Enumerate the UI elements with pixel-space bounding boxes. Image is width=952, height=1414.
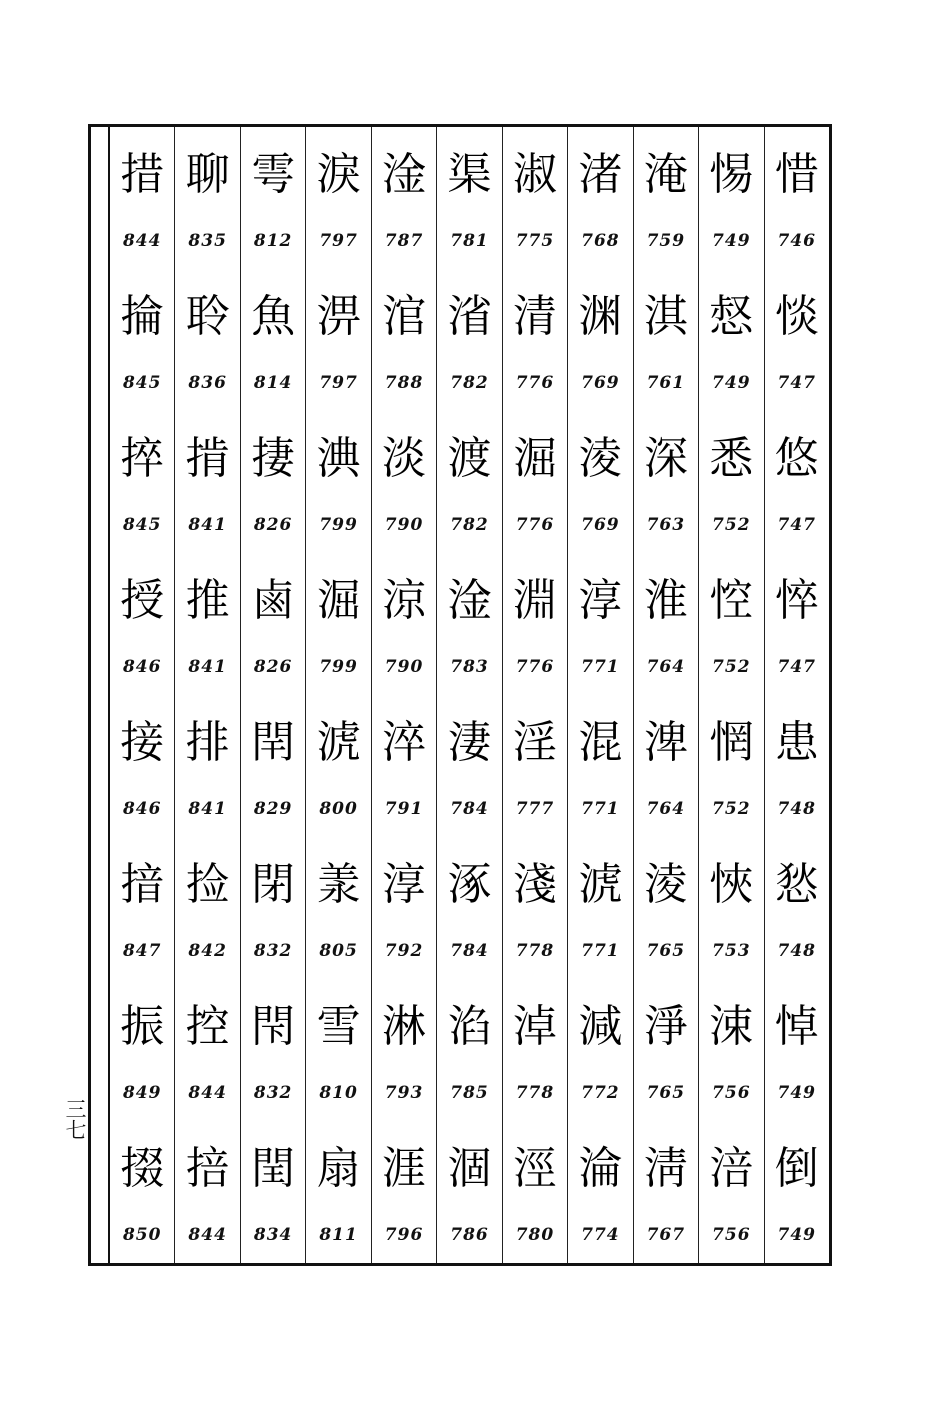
entry-number: 771: [581, 657, 620, 677]
entry-cell: [765, 269, 829, 411]
entry-cell: [175, 979, 239, 1121]
entry-character: 患: [774, 717, 819, 768]
entry-character: 渊: [578, 291, 623, 342]
entry-cell: [110, 1121, 174, 1263]
entry-number: 771: [581, 799, 620, 819]
entry-character: 淨: [643, 1001, 688, 1052]
entry-number: 850: [122, 1225, 162, 1245]
entry-number: 778: [515, 941, 555, 961]
entry-character: 減: [578, 1001, 623, 1052]
entry-cell: [241, 695, 305, 837]
entry-number: 841: [188, 799, 227, 819]
entry-number: 769: [581, 373, 620, 393]
entry-number: 841: [188, 515, 227, 535]
entry-character: 淫: [512, 717, 557, 768]
entry-character: 淦: [382, 149, 427, 200]
entry-number: 768: [581, 231, 620, 251]
entry-number: 775: [515, 231, 555, 251]
entry-character: 淦: [447, 575, 492, 626]
entry-character: 振: [120, 1001, 165, 1052]
character-column: [305, 127, 370, 1263]
character-column: [240, 127, 305, 1263]
entry-number: 748: [777, 799, 816, 819]
entry-number: 787: [384, 231, 424, 251]
entry-character: 掯: [185, 433, 230, 484]
entry-cell: [568, 127, 632, 269]
character-column: [436, 127, 501, 1263]
entry-character: 淟: [316, 433, 361, 484]
entry-character: 雩: [251, 149, 296, 200]
entry-cell: [699, 553, 763, 695]
entry-cell: [372, 837, 436, 979]
entry-number: 790: [384, 515, 424, 535]
entry-character: 聆: [185, 291, 230, 342]
character-column: [502, 127, 567, 1263]
entry-cell: [175, 695, 239, 837]
character-column: [371, 127, 436, 1263]
entry-character: 淡: [382, 433, 427, 484]
entry-number: 777: [515, 799, 555, 819]
entry-number: 752: [712, 799, 751, 819]
entry-character: 淵: [512, 575, 557, 626]
entry-number: 776: [515, 657, 555, 677]
entry-number: 753: [712, 941, 751, 961]
entry-cell: [175, 269, 239, 411]
entry-cell: [568, 837, 632, 979]
entry-cell: [568, 411, 632, 553]
entry-character: 淺: [512, 859, 557, 910]
entry-cell: [634, 411, 698, 553]
page-number: 三七: [63, 1098, 87, 1140]
entry-cell: [634, 269, 698, 411]
entry-character: 淠: [316, 291, 361, 342]
entry-cell: [503, 127, 567, 269]
entry-character: 閏: [251, 1143, 296, 1194]
entry-character: 清: [512, 291, 557, 342]
entry-character: 惔: [774, 291, 819, 342]
entry-character: 惘: [709, 717, 754, 768]
entry-cell: [372, 553, 436, 695]
entry-cell: [241, 979, 305, 1121]
character-column: [633, 127, 698, 1263]
entry-cell: [503, 979, 567, 1121]
entry-cell: [241, 1121, 305, 1263]
entry-number: 796: [384, 1225, 424, 1245]
entry-number: 844: [188, 1083, 227, 1103]
entry-cell: [503, 837, 567, 979]
entry-number: 784: [450, 941, 489, 961]
entry-number: 811: [319, 1225, 358, 1245]
entry-cell: [372, 1121, 436, 1263]
entry-cell: [503, 411, 567, 553]
entry-character: 淪: [578, 1143, 623, 1194]
entry-cell: [110, 127, 174, 269]
entry-cell: [241, 411, 305, 553]
entry-cell: [634, 695, 698, 837]
entry-cell: [241, 269, 305, 411]
entry-number: 841: [188, 657, 227, 677]
entry-cell: [437, 837, 501, 979]
entry-number: 829: [253, 799, 293, 819]
entry-cell: [306, 1121, 370, 1263]
entry-cell: [765, 127, 829, 269]
entry-number: 782: [450, 515, 489, 535]
entry-cell: [699, 979, 763, 1121]
entry-character: 授: [120, 575, 165, 626]
entry-character: 悉: [709, 433, 754, 484]
entry-character: 涯: [382, 1143, 427, 1194]
entry-number: 748: [777, 941, 816, 961]
entry-character: 惕: [709, 149, 754, 200]
entry-number: 812: [253, 231, 293, 251]
entry-cell: [634, 553, 698, 695]
entry-character: 涫: [382, 291, 427, 342]
entry-character: 悏: [709, 859, 754, 910]
entry-cell: [699, 411, 763, 553]
entry-cell: [306, 979, 370, 1121]
entry-cell: [568, 695, 632, 837]
entry-number: 784: [450, 799, 489, 819]
entry-character: 涼: [382, 575, 427, 626]
entry-cell: [437, 553, 501, 695]
entry-cell: [634, 1121, 698, 1263]
character-column: [698, 127, 763, 1263]
entry-character: 閇: [251, 1001, 296, 1052]
entry-character: 淋: [382, 1001, 427, 1052]
entry-character: 扇: [316, 1143, 361, 1194]
entry-character: 推: [185, 575, 230, 626]
entry-character: 淈: [512, 433, 557, 484]
entry-character: 接: [120, 717, 165, 768]
entry-number: 797: [319, 231, 358, 251]
entry-cell: [437, 1121, 501, 1263]
entry-cell: [437, 695, 501, 837]
entry-cell: [241, 127, 305, 269]
entry-number: 746: [777, 231, 816, 251]
entry-character: 捡: [185, 859, 230, 910]
entry-character: 淳: [578, 575, 623, 626]
entry-character: 淲: [578, 859, 623, 910]
entry-number: 780: [515, 1225, 555, 1245]
entry-character: 淩: [578, 433, 623, 484]
entry-character: 淊: [447, 1001, 492, 1052]
entry-cell: [437, 269, 501, 411]
entry-character: 渒: [643, 717, 688, 768]
entry-character: 淹: [643, 149, 688, 200]
entry-number: 805: [319, 941, 358, 961]
entry-character: 揞: [120, 859, 165, 910]
entry-number: 759: [646, 231, 686, 251]
entry-number: 791: [384, 799, 424, 819]
entry-number: 749: [777, 1225, 816, 1245]
entry-cell: [306, 269, 370, 411]
entry-number: 814: [253, 373, 293, 393]
entry-character: 悠: [774, 433, 819, 484]
entry-number: 781: [450, 231, 489, 251]
entry-number: 776: [515, 515, 555, 535]
entry-number: 844: [188, 1225, 227, 1245]
entry-character: 涑: [709, 1001, 754, 1052]
entry-cell: [765, 1121, 829, 1263]
entry-character: 淸: [643, 1143, 688, 1194]
entry-cell: [306, 127, 370, 269]
entry-cell: [765, 411, 829, 553]
entry-number: 788: [384, 373, 424, 393]
entry-character: 聊: [185, 149, 230, 200]
entry-number: 761: [646, 373, 686, 393]
entry-cell: [765, 979, 829, 1121]
entry-number: 749: [712, 231, 751, 251]
entry-cell: [372, 127, 436, 269]
entry-number: 845: [122, 373, 162, 393]
entry-character: 淒: [447, 717, 492, 768]
entry-character: 閈: [251, 717, 296, 768]
entry-number: 785: [450, 1083, 489, 1103]
entry-cell: [241, 553, 305, 695]
entry-cell: [306, 553, 370, 695]
entry-cell: [634, 979, 698, 1121]
entry-character: 捽: [120, 433, 165, 484]
entry-character: 倒: [774, 1143, 819, 1194]
entry-character: 淇: [643, 291, 688, 342]
entry-cell: [306, 695, 370, 837]
entry-number: 752: [712, 515, 751, 535]
entry-number: 826: [253, 657, 293, 677]
entry-number: 797: [319, 373, 358, 393]
entry-number: 832: [253, 941, 293, 961]
entry-character: 渠: [447, 149, 492, 200]
entry-cell: [503, 695, 567, 837]
entry-character: 渡: [447, 433, 492, 484]
entry-number: 846: [122, 657, 162, 677]
entry-cell: [306, 837, 370, 979]
entry-number: 764: [646, 799, 686, 819]
entry-number: 836: [188, 373, 227, 393]
entry-number: 782: [450, 373, 489, 393]
entry-number: 756: [712, 1083, 751, 1103]
entry-cell: [765, 837, 829, 979]
entry-character: 渚: [578, 149, 623, 200]
entry-number: 756: [712, 1225, 751, 1245]
entry-cell: [175, 553, 239, 695]
entry-character: 淳: [382, 859, 427, 910]
entry-number: 800: [319, 799, 358, 819]
entry-number: 834: [253, 1225, 293, 1245]
entry-cell: [175, 411, 239, 553]
entry-character: 掊: [185, 1143, 230, 1194]
entry-character: 控: [185, 1001, 230, 1052]
entry-character: 淚: [316, 149, 361, 200]
entry-cell: [568, 979, 632, 1121]
entry-cell: [699, 837, 763, 979]
character-columns: [110, 127, 829, 1263]
entry-character: 鹵: [251, 575, 296, 626]
entry-cell: [568, 269, 632, 411]
entry-number: 790: [384, 657, 424, 677]
entry-number: 847: [122, 941, 162, 961]
entry-number: 763: [646, 515, 686, 535]
entry-cell: [437, 979, 501, 1121]
entry-cell: [241, 837, 305, 979]
entry-character: 羕: [316, 859, 361, 910]
entry-cell: [110, 695, 174, 837]
entry-character: 悾: [709, 575, 754, 626]
entry-number: 786: [450, 1225, 489, 1245]
entry-character: 悴: [774, 575, 819, 626]
entry-number: 793: [384, 1083, 424, 1103]
entry-character: 措: [120, 149, 165, 200]
entry-number: 783: [450, 657, 489, 677]
entry-character: 涇: [512, 1143, 557, 1194]
entry-cell: [699, 269, 763, 411]
entry-number: 765: [646, 1083, 686, 1103]
entry-number: 747: [777, 657, 816, 677]
entry-cell: [699, 127, 763, 269]
entry-character: 淮: [643, 575, 688, 626]
entry-number: 771: [581, 941, 620, 961]
entry-cell: [110, 553, 174, 695]
entry-character: 捿: [251, 433, 296, 484]
entry-number: 765: [646, 941, 686, 961]
character-column: [110, 127, 174, 1263]
entry-number: 844: [122, 231, 162, 251]
entry-cell: [437, 411, 501, 553]
entry-cell: [437, 127, 501, 269]
entry-cell: [765, 553, 829, 695]
entry-character: 悐: [774, 859, 819, 910]
entry-cell: [372, 411, 436, 553]
entry-cell: [372, 979, 436, 1121]
entry-cell: [175, 127, 239, 269]
entry-cell: [634, 837, 698, 979]
entry-cell: [110, 837, 174, 979]
entry-cell: [568, 553, 632, 695]
entry-character: 雪: [316, 1001, 361, 1052]
entry-character: 淬: [382, 717, 427, 768]
entry-character: 涿: [447, 859, 492, 910]
entry-cell: [503, 269, 567, 411]
entry-number: 749: [777, 1083, 816, 1103]
entry-cell: [110, 979, 174, 1121]
entry-cell: [110, 269, 174, 411]
entry-character: 淑: [512, 149, 557, 200]
entry-cell: [175, 837, 239, 979]
entry-cell: [568, 1121, 632, 1263]
entry-character: 掇: [120, 1143, 165, 1194]
entry-cell: [699, 695, 763, 837]
entry-number: 846: [122, 799, 162, 819]
entry-character: 排: [185, 717, 230, 768]
entry-character: 涪: [709, 1143, 754, 1194]
entry-character: 淈: [316, 575, 361, 626]
entry-number: 747: [777, 373, 816, 393]
entry-character: 惜: [774, 149, 819, 200]
entry-cell: [503, 1121, 567, 1263]
entry-number: 747: [777, 515, 816, 535]
entry-cell: [765, 695, 829, 837]
entry-number: 776: [515, 373, 555, 393]
entry-character: 淩: [643, 859, 688, 910]
entry-number: 826: [253, 515, 293, 535]
entry-character: 淖: [512, 1001, 557, 1052]
entry-number: 778: [515, 1083, 555, 1103]
entry-character: 淲: [316, 717, 361, 768]
entry-number: 752: [712, 657, 751, 677]
entry-number: 769: [581, 515, 620, 535]
character-column: [764, 127, 829, 1263]
entry-character: 掄: [120, 291, 165, 342]
entry-number: 792: [384, 941, 424, 961]
entry-character: 涸: [447, 1143, 492, 1194]
entry-number: 845: [122, 515, 162, 535]
entry-character: 惄: [709, 291, 754, 342]
entry-cell: [110, 411, 174, 553]
entry-cell: [503, 553, 567, 695]
entry-number: 849: [122, 1083, 162, 1103]
entry-number: 842: [188, 941, 227, 961]
entry-character: 閉: [251, 859, 296, 910]
entry-character: 混: [578, 717, 623, 768]
character-column: [567, 127, 632, 1263]
entry-number: 749: [712, 373, 751, 393]
entry-number: 810: [319, 1083, 358, 1103]
entry-cell: [634, 127, 698, 269]
entry-character: 魚: [251, 291, 296, 342]
entry-number: 799: [319, 515, 358, 535]
entry-number: 835: [188, 231, 227, 251]
entry-character: 悼: [774, 1001, 819, 1052]
entry-number: 832: [253, 1083, 293, 1103]
entry-cell: [372, 269, 436, 411]
entry-cell: [306, 411, 370, 553]
entry-cell: [372, 695, 436, 837]
entry-number: 767: [646, 1225, 686, 1245]
entry-number: 774: [581, 1225, 620, 1245]
entry-number: 764: [646, 657, 686, 677]
entry-character: 深: [643, 433, 688, 484]
character-column: [174, 127, 239, 1263]
entry-cell: [699, 1121, 763, 1263]
entry-number: 772: [581, 1083, 620, 1103]
entry-character: 渻: [447, 291, 492, 342]
entry-number: 799: [319, 657, 358, 677]
entry-cell: [175, 1121, 239, 1263]
